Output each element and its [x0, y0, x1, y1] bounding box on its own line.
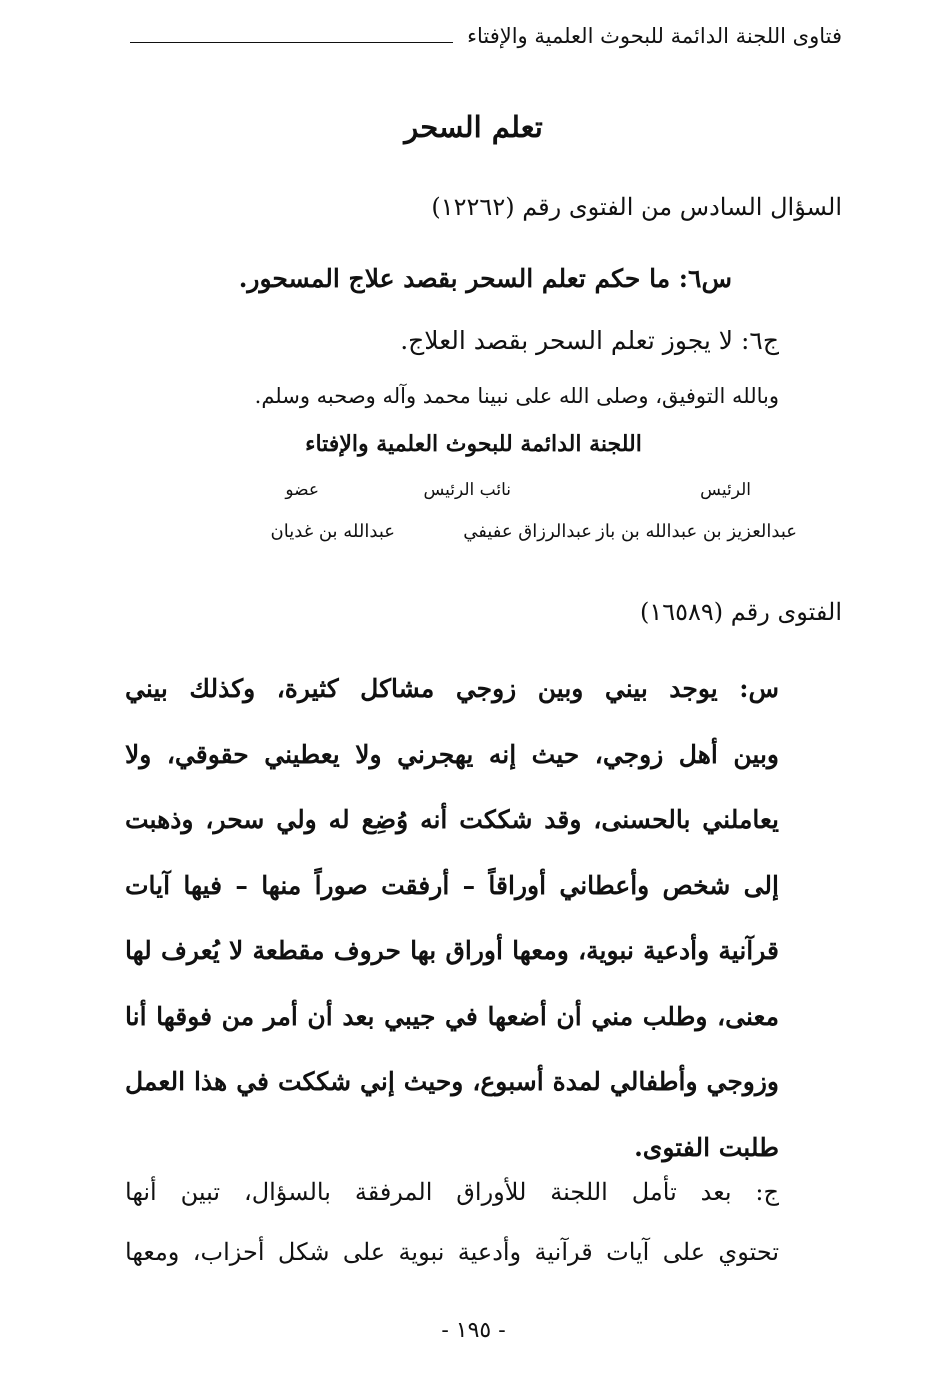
- fatwa1-closing: وبالله التوفيق، وصلى الله على نبينا محمد وآله وصحبه وسلم.: [254, 384, 779, 408]
- answer-line: ج: بعد تأمل اللجنة للأوراق المرفقة بالسؤال، تبين أنها: [125, 1178, 779, 1206]
- fatwa2-answer: [125, 1166, 779, 1286]
- committee-name: اللجنة الدائمة للبحوث العلمية والإفتاء: [305, 431, 642, 457]
- section-title: تعلم السحر: [404, 110, 543, 144]
- signatory-name-vice-chair: عبدالرزاق عفيفي: [463, 521, 592, 542]
- fatwa2-reference: الفتوى رقم (١٦٥٨٩): [639, 598, 842, 626]
- question-line: وبين أهل زوجي، حيث إنه يهجرني ولا يعطيني حقوقي، ولا: [125, 739, 779, 769]
- signatory-role-chair: الرئيس: [700, 480, 751, 500]
- signatory-name-member: عبدالله بن غديان: [270, 521, 395, 542]
- fatwa1-question: س٦: ما حكم تعلم السحر بقصد علاج المسحور.: [238, 264, 732, 293]
- question-line: طلبت الفتوى.: [634, 1132, 779, 1162]
- question-line: س: يوجد بيني وبين زوجي مشاكل كثيرة، وكذلك بيني: [125, 674, 779, 703]
- header-rule: [130, 42, 453, 43]
- question-line: قرآنية وأدعية نبوية، ومعها أوراق بها حروف مقطعة لا يُعرف لها: [125, 936, 779, 965]
- answer-line: تحتوي على آيات قرآنية وأدعية نبوية على شكل أحزاب، ومعها: [125, 1238, 779, 1266]
- running-header: [130, 16, 842, 56]
- fatwa2-question: [125, 660, 779, 1184]
- page-number: - ١٩٥ -: [441, 1318, 506, 1343]
- signatory-role-member: عضو: [285, 480, 319, 500]
- question-line: إلى شخص وأعطاني أوراقاً – أرفقت صوراً منها – فيها آيات: [125, 870, 779, 900]
- question-line: معنى، وطلب مني أن أضعها في جيبي بعد أن أمر من فوقها أنا: [125, 1001, 779, 1031]
- question-line: وزوجي وأطفالي لمدة أسبوع، وحيث إني شككت في هذا العمل: [125, 1067, 779, 1096]
- fatwa1-answer: ج٦: لا يجوز تعلم السحر بقصد العلاج.: [400, 326, 779, 355]
- fatwa1-reference: السؤال السادس من الفتوى رقم (١٢٢٦٢): [431, 193, 842, 221]
- signatory-name-chair: عبدالعزيز بن عبدالله بن باز: [596, 521, 797, 542]
- signatory-role-vice-chair: نائب الرئيس: [423, 480, 511, 500]
- question-line: يعاملني بالحسنى، وقد شككت أنه وُضِع له ولي سحر، وذهبت: [125, 805, 779, 834]
- running-header-title: فتاوى اللجنة الدائمة للبحوث العلمية والإفتاء: [467, 24, 842, 48]
